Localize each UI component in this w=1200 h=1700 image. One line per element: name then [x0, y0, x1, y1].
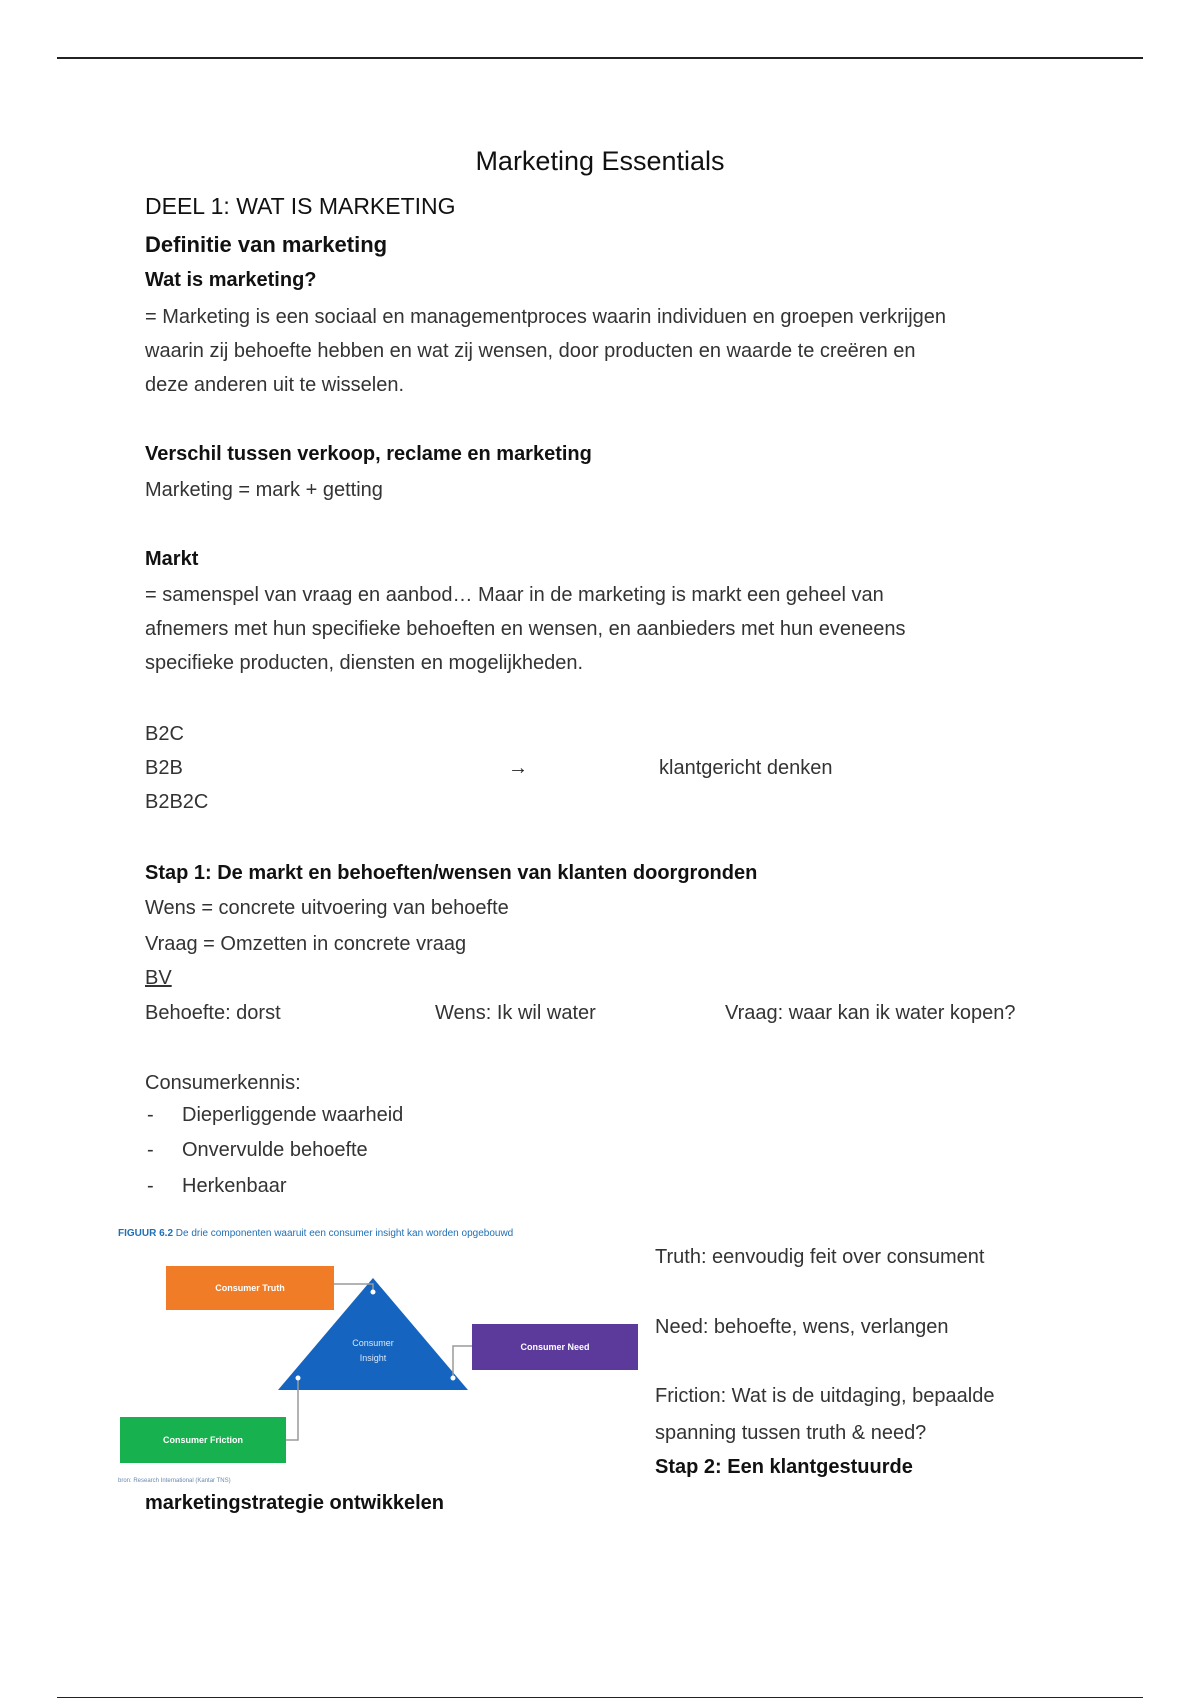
model-result: klantgericht denken	[659, 757, 833, 779]
markt-line: afnemers met hun specifieke behoeften en wensen, en aanbieders met hun eveneens	[145, 618, 906, 640]
part-heading: DEEL 1: WAT IS MARKETING	[145, 193, 456, 219]
truth-explanation: Truth: eenvoudig feit over consument	[655, 1246, 985, 1268]
example-wens: Wens: Ik wil water	[435, 1002, 596, 1024]
figure-caption-label: FIGUUR 6.2	[118, 1228, 174, 1239]
model-b2c: B2C	[145, 723, 184, 745]
consumer-friction-box: Consumer Friction	[120, 1417, 286, 1463]
insight-label-line1: Consumer	[352, 1338, 394, 1348]
need-explanation: Need: behoefte, wens, verlangen	[655, 1316, 949, 1338]
markt-line: = samenspel van vraag en aanbod… Maar in de marketing is markt een geheel van	[145, 584, 884, 606]
model-b2b: B2B	[145, 757, 183, 779]
model-b2b2c: B2B2C	[145, 791, 209, 813]
wens-definition: Wens = concrete uitvoering van behoefte	[145, 897, 509, 919]
list-dash: -	[147, 1139, 154, 1161]
definition-line: waarin zij behoefte hebben en wat zij wensen, door producten en waarde te creëren en	[145, 340, 916, 362]
consumer-insight-label	[328, 1336, 418, 1366]
need-connector	[453, 1346, 472, 1378]
friction-explanation: Friction: Wat is de uitdaging, bepaalde	[655, 1385, 995, 1407]
difference-heading: Verschil tussen verkoop, reclame en marketing	[145, 443, 592, 465]
definition-line: deze anderen uit te wisselen.	[145, 374, 405, 396]
question-heading: Wat is marketing?	[145, 269, 317, 291]
list-item: Onvervulde behoefte	[182, 1139, 368, 1161]
consumerkennis-heading: Consumerkennis:	[145, 1072, 301, 1094]
stap2-heading-continued: marketingstrategie ontwikkelen	[145, 1492, 444, 1514]
page-title: Marketing Essentials	[475, 146, 725, 176]
marketing-formula: Marketing = mark + getting	[145, 479, 383, 501]
bv-label: BV	[145, 967, 172, 989]
markt-heading: Markt	[145, 548, 199, 570]
consumer-need-box: Consumer Need	[472, 1324, 638, 1370]
header-rule	[57, 57, 1143, 59]
example-behoefte: Behoefte: dorst	[145, 1002, 281, 1024]
markt-line: specifieke producten, diensten en mogelijkheden.	[145, 652, 584, 674]
footer-rule	[57, 1697, 1143, 1698]
arrow-right-icon: →	[508, 757, 528, 779]
figure-source: bron: Research International (Kantar TNS)	[118, 1478, 231, 1484]
section-heading: Definitie van marketing	[145, 232, 388, 257]
definition-line: = Marketing is een sociaal en managementproces waarin individuen en groepen verkrijgen	[145, 306, 947, 328]
example-vraag: Vraag: waar kan ik water kopen?	[725, 1002, 1016, 1024]
stap1-heading: Stap 1: De markt en behoeften/wensen van klanten doorgronden	[145, 862, 758, 884]
figure-caption	[118, 1228, 513, 1239]
consumer-truth-box: Consumer Truth	[166, 1266, 334, 1310]
vraag-definition: Vraag = Omzetten in concrete vraag	[145, 933, 467, 955]
truth-dot	[371, 1290, 376, 1295]
need-dot	[451, 1376, 456, 1381]
insight-label-line2: Insight	[359, 1353, 387, 1363]
consumer-insight-figure	[118, 1228, 638, 1488]
friction-explanation: spanning tussen truth & need?	[655, 1422, 927, 1444]
list-dash: -	[147, 1175, 154, 1197]
stap2-heading: Stap 2: Een klantgestuurde	[655, 1456, 913, 1478]
list-item: Dieperliggende waarheid	[182, 1104, 404, 1126]
friction-dot	[296, 1376, 301, 1381]
list-item: Herkenbaar	[182, 1175, 287, 1197]
list-dash: -	[147, 1104, 154, 1126]
figure-caption-text: De drie componenten waaruit een consumer insight kan worden opgebouwd	[175, 1228, 514, 1239]
